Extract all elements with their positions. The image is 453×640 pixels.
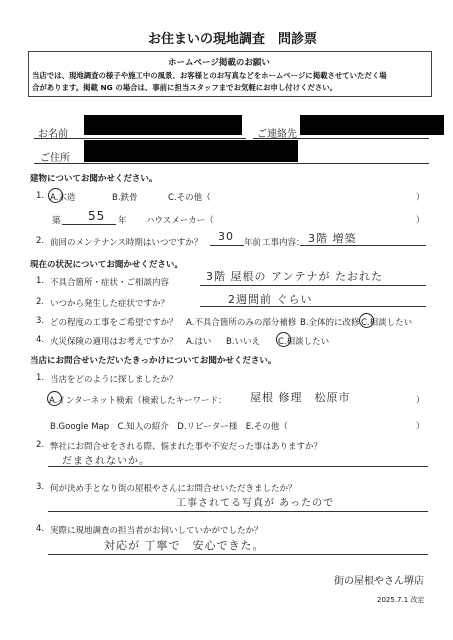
shop-name: 街の屋根やさん堺店 [334, 576, 424, 587]
status-q3-number: 3. [36, 316, 45, 326]
status-q2-underline [200, 306, 426, 307]
status-q4-number: 4. [36, 335, 45, 345]
inquiry-q3-answer: 工事されてる写真が あったので [176, 498, 335, 509]
form-title: お住まいの現地調査 問診票 [148, 32, 318, 47]
inquiry-q2-text: 弊社にお問合せをされる際、悩まれた事や不安だった事はありますか？ [50, 442, 323, 452]
inquiry-q1-number: 1. [36, 373, 45, 383]
contact-underline [253, 138, 429, 139]
inquiry-q1-options-line2: B.Google Map C.知人の紹介 D.リピーター様 E.その他（ [50, 422, 288, 432]
building-age-value: 55 [88, 209, 106, 223]
inquiry-q2-underline [48, 466, 428, 467]
status-q2-text: いつから発生した症状ですか？ [50, 299, 170, 309]
inquiry-q2-number: 2. [36, 440, 45, 450]
building-option-other-close: ） [416, 193, 425, 203]
building-q2-number: 2. [36, 236, 45, 246]
address-redaction [84, 140, 298, 162]
homepage-notice-line2: 合があります。掲載 NG の場合は、事前に担当スタッフまでお気軽にお申し付けください。 [32, 83, 338, 92]
building-option-other: C.その他（ [168, 193, 211, 203]
name-redaction [84, 115, 242, 135]
status-q1-number: 1. [36, 276, 45, 286]
inquiry-q2-answer: だまされないか。 [62, 456, 150, 467]
status-q1-text: 不具合箇所・症状・ご相談内容 [50, 278, 170, 288]
contact-redaction [300, 115, 444, 135]
status-q1-underline [200, 285, 426, 286]
name-underline [34, 138, 246, 139]
status-q4-option-c: C.相談したい [278, 337, 330, 347]
revision-date: 2025.7.1 改定 [377, 596, 425, 604]
status-q4-text: 火災保険の適用はお考えですか？ [50, 337, 178, 347]
building-q2-text: 前回のメンテナンス時期はいつですか？ [50, 238, 203, 248]
inquiry-q1-keyword: 屋根 修理 松原市 [250, 391, 351, 404]
building-age-underline [62, 224, 116, 225]
house-maker-close: ） [416, 216, 425, 226]
building-section-heading: 建物についてお聞かせください。 [30, 174, 158, 184]
inquiry-q1-close2: ） [416, 422, 425, 432]
status-q2-number: 2. [36, 297, 45, 307]
name-label: お名前 [38, 129, 68, 140]
maintenance-years-value: 30 [218, 230, 234, 243]
status-q3-text: どの程度の工事をご希望ですか？ [50, 318, 178, 328]
homepage-notice-line1: 当店では、現地調査の様子や施工中の風景、お客様とのお写真などをホームページに掲載させていただく場 [32, 71, 387, 80]
inquiry-q4-underline [48, 554, 428, 555]
inquiry-q1-text: 当店をどのように探しましたか？ [50, 375, 178, 385]
maintenance-work-label: 工事内容： [262, 238, 305, 248]
status-q3-option-b: B.全体的に改修 [300, 318, 360, 328]
inquiry-section-heading: 当店にお問合せいただいたきっかけについてお聞かせください。 [30, 356, 277, 366]
contact-label: ご連絡先 [257, 129, 297, 140]
building-q1-number: 1. [36, 191, 45, 201]
inquiry-q3-text: 何が決め手となり街の屋根やさんにお問合せいただきましたか？ [50, 484, 297, 494]
status-q3-option-c: C.相談したい [361, 318, 413, 328]
maintenance-years-underline [210, 245, 244, 246]
address-underline [34, 163, 429, 164]
inquiry-q3-number: 3. [36, 482, 45, 492]
inquiry-q4-answer: 対応が 丁寧で 安心できた。 [104, 539, 265, 552]
address-label: ご住所 [40, 153, 70, 164]
status-q3-option-a: A.不具合箇所のみの部分補修 [186, 318, 297, 328]
inquiry-q4-number: 4. [36, 524, 45, 534]
status-q2-answer: 2週間前 ぐらい [228, 293, 313, 306]
status-section-heading: 現在の状況についてお聞かせください。 [30, 260, 183, 270]
maintenance-years-unit: 年前 [244, 238, 262, 248]
maintenance-work-value: 3階 増築 [308, 232, 357, 245]
status-q1-answer: 3階 屋根の アンテナが たおれた [206, 270, 384, 283]
building-age-prefix: 築 [52, 216, 61, 226]
inquiry-q3-underline [48, 511, 428, 512]
building-option-wood: A.木造 [50, 193, 76, 203]
homepage-notice-heading: ホームページ掲載のお願い [168, 58, 270, 68]
maintenance-work-underline [300, 245, 426, 246]
inquiry-q1-close: ） [416, 396, 425, 406]
building-age-unit: 年 [118, 216, 127, 226]
inquiry-q1-option-a: A.インターネット検索（検索したキーワード： [49, 396, 227, 406]
inquiry-q4-text: 実際に現地調査の担当者がお伺いしていかがでしたか？ [50, 526, 263, 536]
status-q4-option-a: A.はい [186, 337, 212, 347]
house-maker-label: ハウスメーカー（ [146, 216, 214, 226]
building-option-steel: B.鉄骨 [112, 193, 138, 203]
status-q4-option-b: B.いいえ [226, 337, 261, 347]
